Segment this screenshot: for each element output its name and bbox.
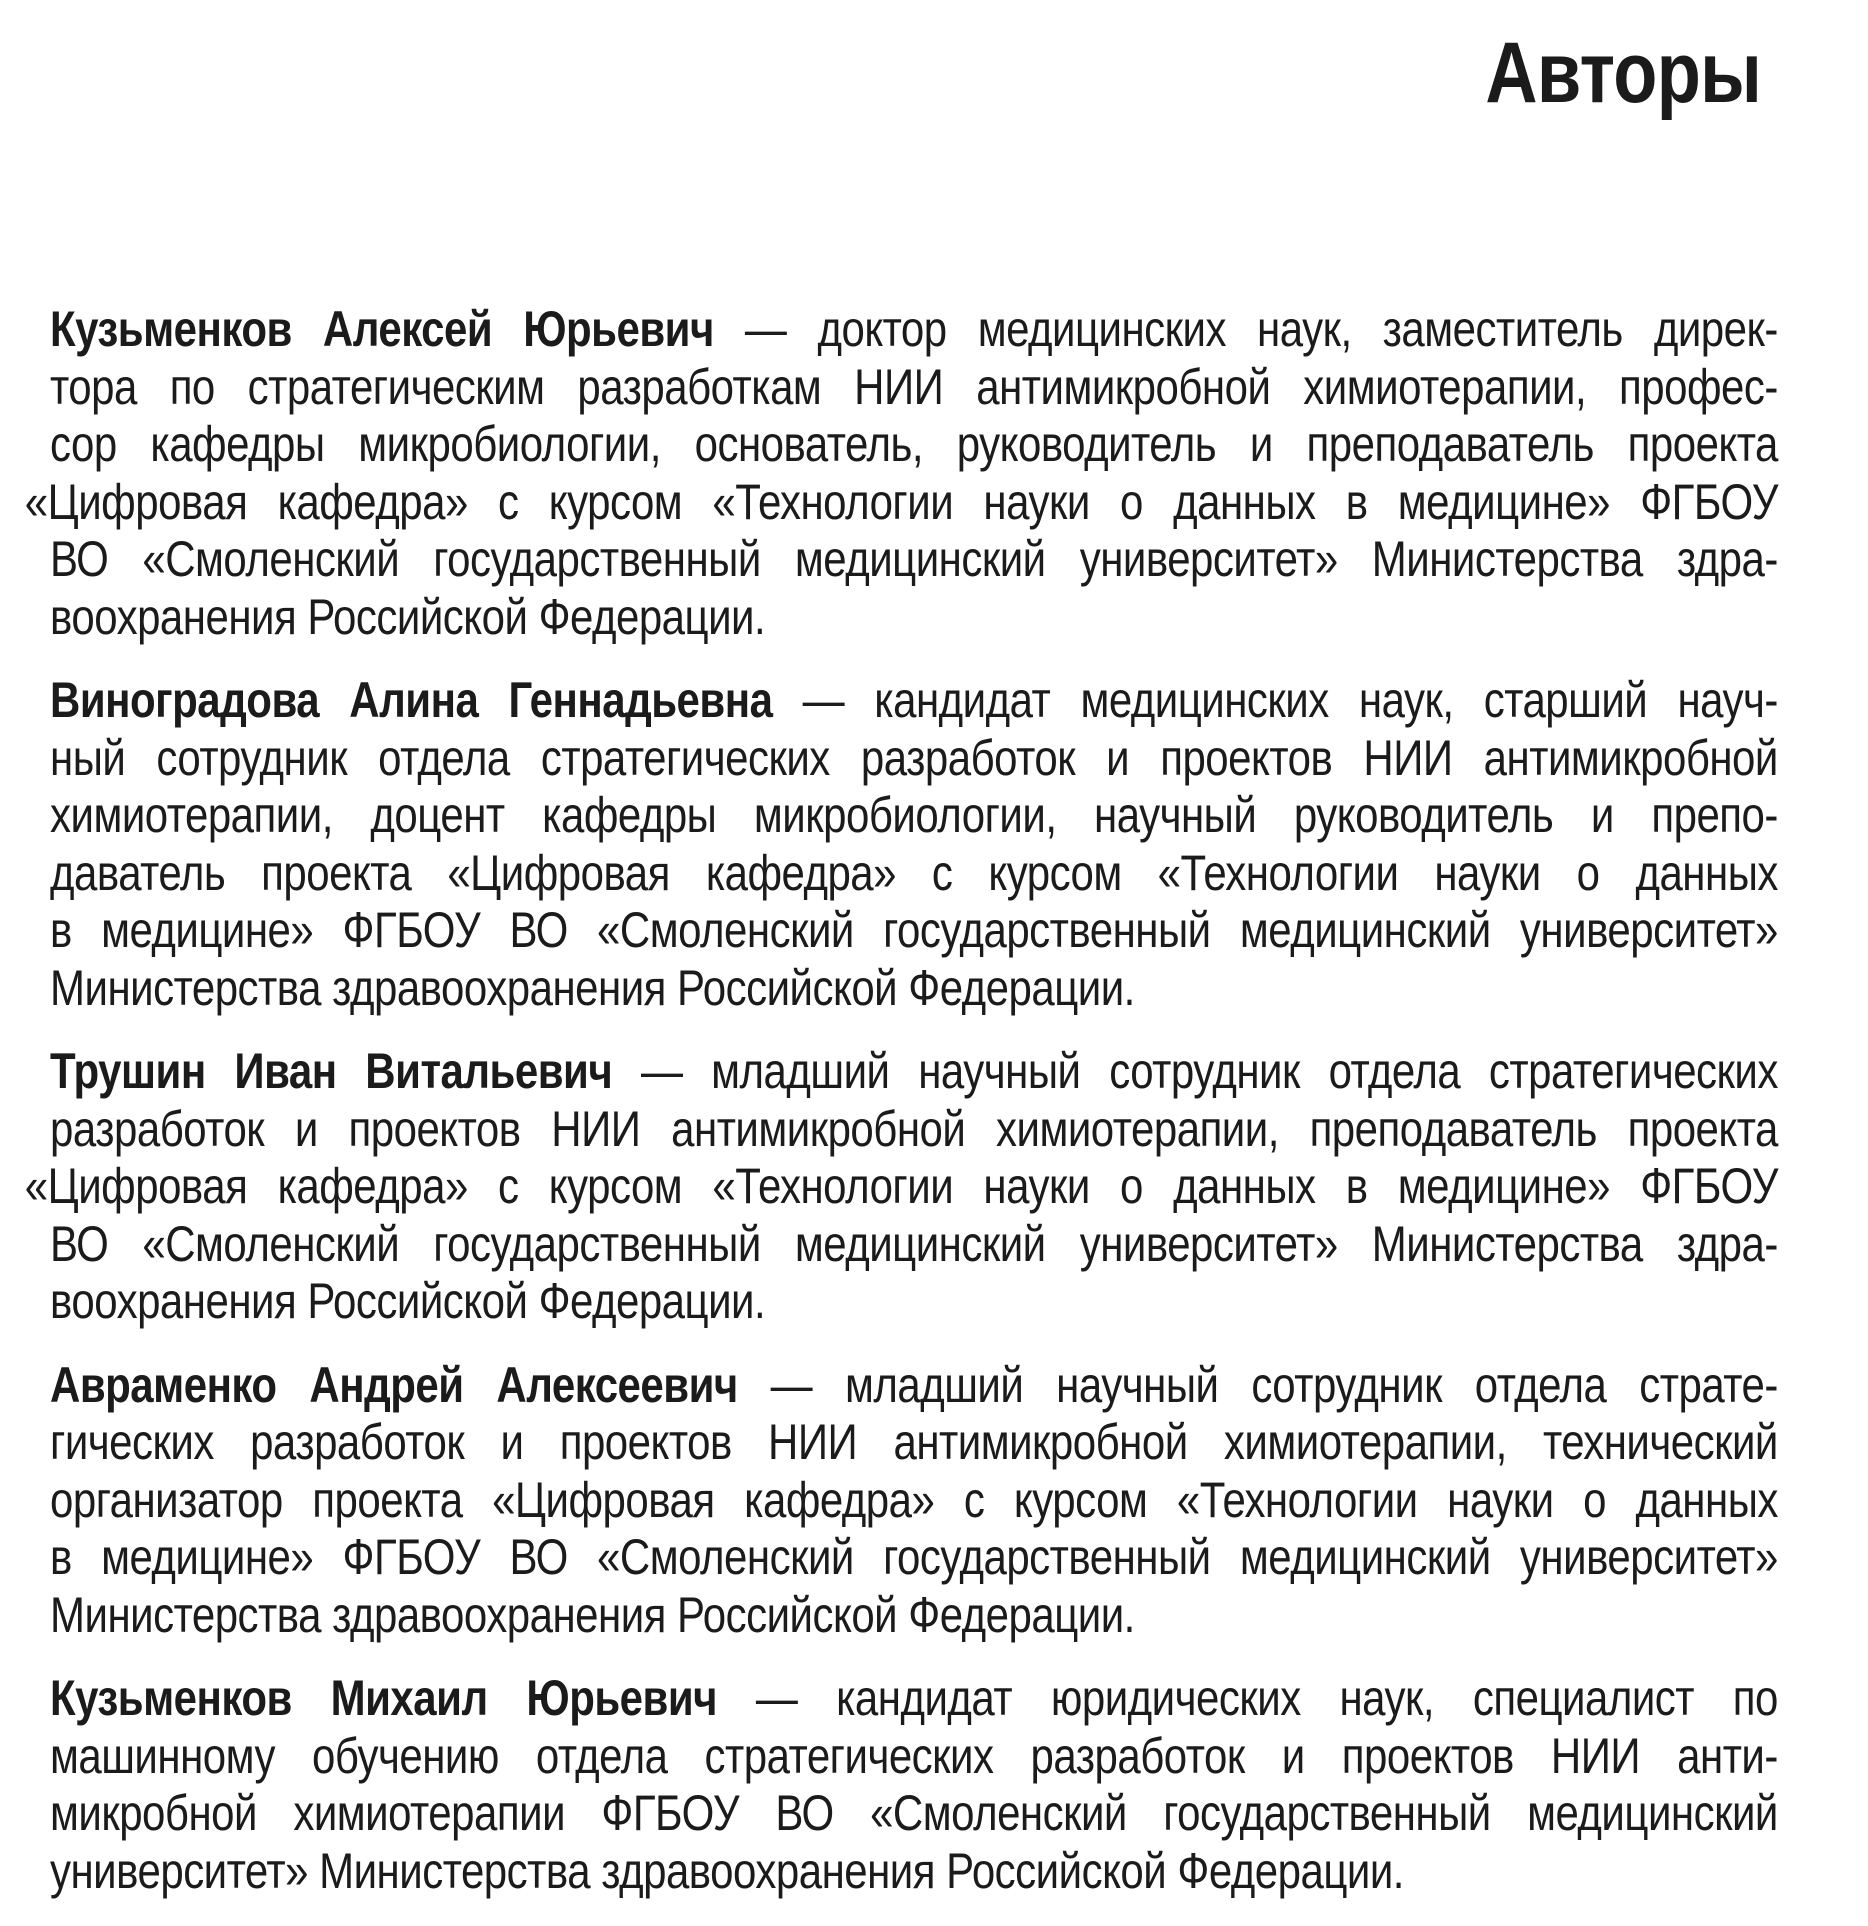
text-line: Авраменко Андрей Алексеевич — младший научный сотрудник отдела страте- bbox=[50, 1356, 1778, 1413]
authors-list bbox=[24, 301, 1778, 1900]
text-line: машинному обучению отдела стратегических разработок и проектов НИИ анти- bbox=[50, 1727, 1778, 1784]
text-line: Кузьменков Алексей Юрьевич — доктор медицинских наук, заместитель дирек- bbox=[50, 301, 1778, 357]
text-line: ный сотрудник отдела стратегических разработок и проектов НИИ антимикробной bbox=[50, 729, 1778, 786]
author-name: Виноградова Алина Геннадьевна bbox=[50, 672, 773, 728]
text-line: организатор проекта «Цифровая кафедра» с курсом «Технологии науки о данных bbox=[50, 1471, 1778, 1528]
author-name: Кузьменков Михаил Юрьевич bbox=[50, 1670, 718, 1726]
text-line: даватель проекта «Цифровая кафедра» с курсом «Технологии науки о данных bbox=[50, 844, 1778, 901]
text-line: «Цифровая кафедра» с курсом «Технологии науки о данных в медицине» ФГБОУ bbox=[24, 473, 1778, 530]
text-line: разработок и проектов НИИ антимикробной химиотерапии, преподаватель проекта bbox=[50, 1100, 1778, 1157]
author-paragraph bbox=[50, 1670, 1778, 1900]
text-line: Трушин Иван Витальевич — младший научный сотрудник отдела стратегических bbox=[50, 1043, 1778, 1099]
author-paragraph bbox=[50, 672, 1778, 1017]
text-line: «Цифровая кафедра» с курсом «Технологии науки о данных в медицине» ФГБОУ bbox=[24, 1158, 1778, 1214]
author-name: Авраменко Андрей Алексеевич bbox=[50, 1356, 738, 1413]
text-line: воохранения Российской Федерации. bbox=[50, 588, 766, 645]
text-line: в медицине» ФГБОУ ВО «Смоленский государственный медицинский университет» bbox=[50, 902, 1778, 958]
text-line: Министерства здравоохранения Российской Федерации. bbox=[50, 959, 1135, 1016]
text-line: Виноградова Алина Геннадьевна — кандидат медицинских наук, старший науч- bbox=[50, 672, 1778, 728]
text-line: в медицине» ФГБОУ ВО «Смоленский государственный медицинский университет» bbox=[50, 1529, 1778, 1585]
author-paragraph bbox=[24, 1043, 1778, 1331]
text-line: тора по стратегическим разработкам НИИ антимикробной химиотерапии, профес- bbox=[50, 358, 1778, 415]
author-name: Трушин Иван Витальевич bbox=[50, 1043, 613, 1099]
text-line: Кузьменков Михаил Юрьевич — кандидат юридических наук, специалист по bbox=[50, 1670, 1778, 1726]
page-content bbox=[24, 0, 1778, 1926]
text-line: ВО «Смоленский государственный медицинский университет» Министерства здра- bbox=[50, 1215, 1778, 1272]
text-line: университет» Министерства здравоохранения Российской Федерации. bbox=[50, 1842, 1404, 1899]
author-paragraph bbox=[24, 301, 1778, 646]
text-line: воохранения Российской Федерации. bbox=[50, 1273, 766, 1329]
text-line: микробной химиотерапии ФГБОУ ВО «Смоленский государственный медицинский bbox=[50, 1785, 1778, 1841]
text-line: сор кафедры микробиологии, основатель, руководитель и преподаватель проекта bbox=[50, 416, 1778, 472]
page-title: Авторы bbox=[1485, 25, 1762, 121]
author-name: Кузьменков Алексей Юрьевич bbox=[50, 301, 714, 357]
text-line: гических разработок и проектов НИИ антимикробной химиотерапии, технический bbox=[50, 1414, 1778, 1470]
text-line: ВО «Смоленский государственный медицинский университет» Министерства здра- bbox=[50, 531, 1778, 587]
text-line: химиотерапии, доцент кафедры микробиологии, научный руководитель и препо- bbox=[50, 787, 1778, 843]
text-line: Министерства здравоохранения Российской Федерации. bbox=[50, 1586, 1135, 1643]
author-paragraph bbox=[50, 1357, 1778, 1645]
